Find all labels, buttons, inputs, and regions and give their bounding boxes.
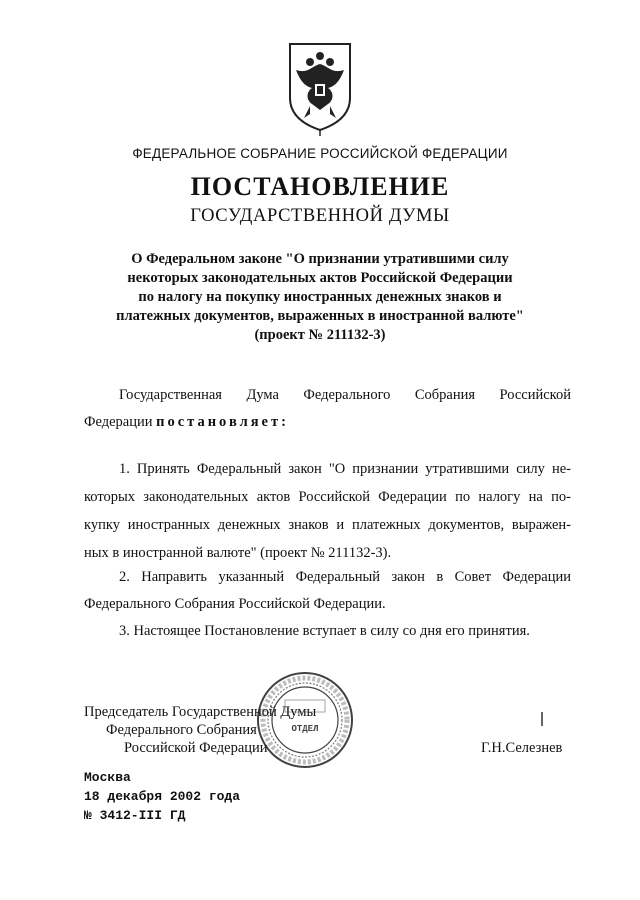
- signatory-position-line: Председатель Государственной Думы: [84, 704, 317, 720]
- item-1-line: ных в иностранной валюте" (проект № 211132-3).: [84, 545, 392, 561]
- preamble-text: Федерации: [84, 414, 153, 430]
- signatory-position-line: Федерального Собрания: [106, 722, 257, 738]
- heading-line: платежных документов, выраженных в иностранной валюте": [116, 308, 524, 324]
- item-1-line: которых законодательных актов Российской Федерации по налогу на по-: [84, 489, 571, 505]
- document-title: ПОСТАНОВЛЕНИЕ: [190, 172, 450, 201]
- item-1-line: 1. Принять Федеральный закон "О признании утратившими силу не-: [119, 461, 571, 477]
- signatory-name: Г.Н.Селезнев: [481, 740, 563, 756]
- organization-name: ФЕДЕРАЛЬНОЕ СОБРАНИЕ РОССИЙСКОЙ ФЕДЕРАЦИИ: [132, 146, 508, 161]
- russian-coat-of-arms-icon: [286, 40, 354, 136]
- item-1-line: купку иностранных денежных знаков и платежных документов, выражен-: [84, 517, 571, 533]
- item-2-line: Федерального Собрания Российской Федерации.: [84, 596, 386, 612]
- document-number: № 3412-III ГД: [84, 808, 186, 823]
- signature-mark: [541, 712, 543, 726]
- document-subtitle: ГОСУДАРСТВЕННОЙ ДУМЫ: [190, 206, 450, 226]
- preamble-verb: постановляет:: [156, 414, 289, 430]
- city: Москва: [84, 770, 131, 785]
- stamp-center-text: ОТДЕЛ: [291, 724, 319, 734]
- resolution-heading: [60, 250, 580, 345]
- preamble-line-2: [84, 414, 289, 431]
- date: 18 декабря 2002 года: [84, 789, 241, 804]
- heading-line: (проект № 211132-3): [254, 327, 386, 343]
- item-2-line: 2. Направить указанный Федеральный закон в Совет Федерации: [119, 569, 571, 585]
- heading-line: некоторых законодательных актов Российской Федерации: [127, 270, 513, 286]
- signatory-position-line: Российской Федерации: [124, 740, 268, 756]
- preamble-line: Государственная Дума Федерального Собрания Российской: [119, 387, 571, 403]
- heading-line: по налогу на покупку иностранных денежных знаков и: [138, 289, 502, 305]
- official-stamp: [255, 670, 355, 770]
- item-3-line: 3. Настоящее Постановление вступает в силу со дня его принятия.: [119, 623, 530, 639]
- heading-line: О Федеральном законе "О признании утратившими силу: [131, 251, 509, 267]
